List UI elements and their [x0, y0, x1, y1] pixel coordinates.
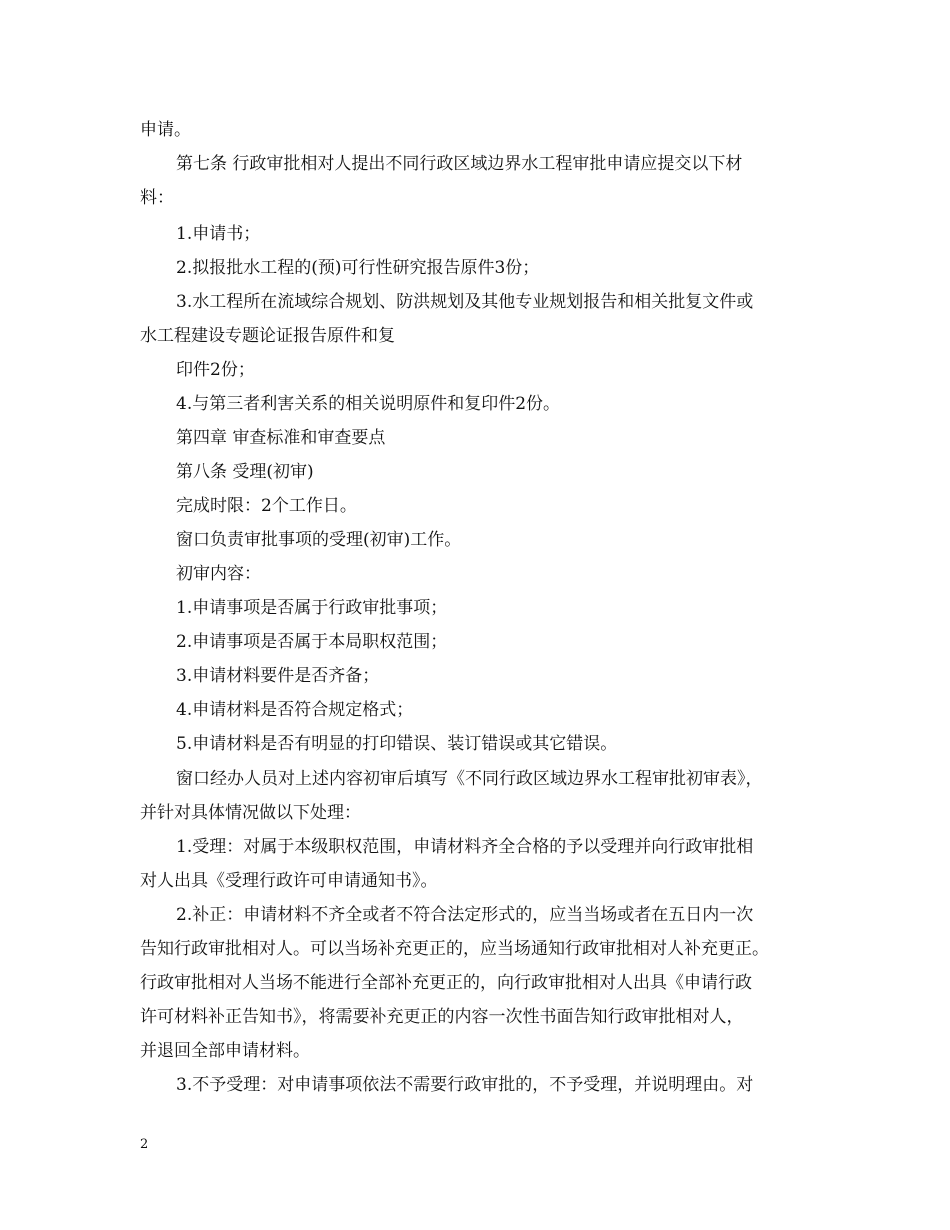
text-line: 2.补正：申请材料不齐全或者不符合法定形式的，应当当场或者在五日内一次 [176, 905, 754, 925]
text-line: 第七条 行政审批相对人提出不同行政区域边界水工程审批申请应提交以下材 [176, 154, 743, 174]
chapter-heading: 第四章 审查标准和审查要点 [176, 428, 386, 448]
text-line: 3.不予受理：对申请事项依法不需要行政审批的，不予受理，并说明理由。对 [176, 1075, 754, 1095]
text-line: 完成时限：2个工作日。 [176, 496, 357, 516]
article-heading: 第八条 受理(初审) [176, 462, 314, 482]
text-line: 1.申请事项是否属于行政审批事项； [176, 598, 448, 618]
text-line: 窗口经办人员对上述内容初审后填写《不同行政区域边界水工程审批初审表》， [176, 769, 763, 789]
text-line: 4.申请材料是否符合规定格式； [176, 700, 414, 720]
text-line: 5.申请材料是否有明显的打印错误、装订错误或其它错误。 [176, 734, 618, 754]
text-line: 窗口负责审批事项的受理(初审)工作。 [176, 530, 462, 550]
text-line: 水工程建设专题论证报告原件和复 [140, 326, 395, 346]
page-number: 2 [140, 1137, 149, 1152]
text-line: 告知行政审批相对人。可以当场补充更正的，应当场通知行政审批相对人补充更正。 [140, 939, 769, 959]
text-line: 初审内容： [176, 564, 261, 584]
text-line: 印件2份； [176, 360, 255, 380]
text-line: 并退回全部申请材料。 [140, 1041, 310, 1061]
text-line: 并针对具体情况做以下处理： [140, 803, 361, 823]
text-line: 3.水工程所在流域综合规划、防洪规划及其他专业规划报告和相关批复文件或 [176, 292, 754, 312]
text-line: 行政审批相对人当场不能进行全部补充更正的，向行政审批相对人出具《申请行政 [140, 973, 752, 993]
text-line: 1.受理：对属于本级职权范围，申请材料齐全合格的予以受理并向行政审批相 [176, 837, 754, 857]
text-line: 申请。 [140, 120, 191, 140]
text-line: 许可材料补正告知书》，将需要补充更正的内容一次性书面告知行政审批相对人， [140, 1007, 744, 1027]
text-line: 3.申请材料要件是否齐备； [176, 666, 380, 686]
text-line: 对人出具《受理行政许可申请通知书》。 [140, 871, 438, 891]
text-line: 1.申请书； [176, 224, 261, 244]
text-line: 2.拟报批水工程的(预)可行性研究报告原件3份； [176, 258, 540, 278]
text-line: 4.与第三者利害关系的相关说明原件和复印件2份。 [176, 394, 561, 414]
text-line: 料： [140, 188, 174, 208]
text-line: 2.申请事项是否属于本局职权范围； [176, 632, 448, 652]
